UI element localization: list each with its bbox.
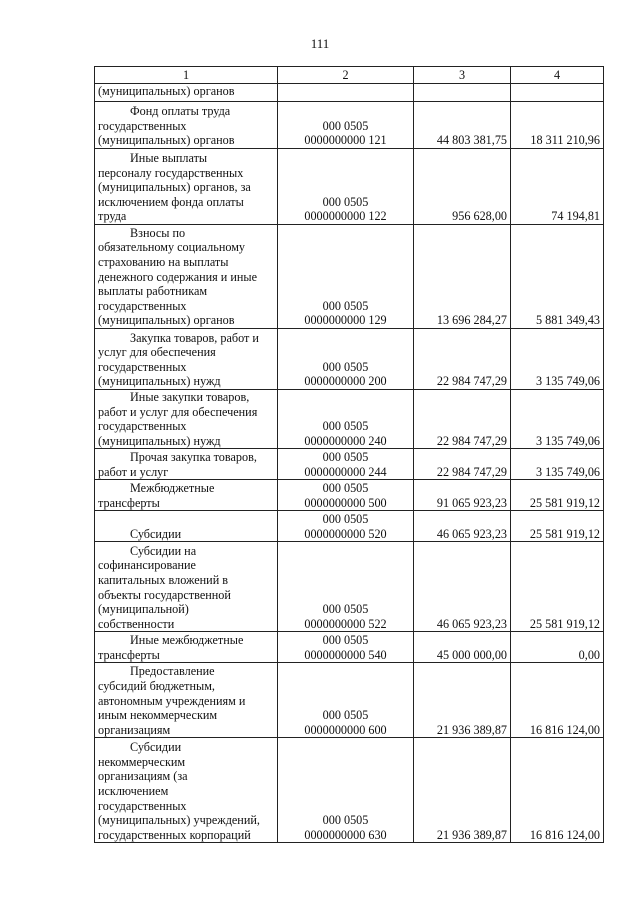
row-code-line: 000 0505	[322, 359, 369, 374]
table-row	[95, 542, 604, 632]
column-header: 1	[95, 67, 278, 84]
row-code-line: 0000000000 540	[304, 647, 387, 662]
row-name-line: (муниципальных) органов	[98, 133, 235, 148]
row-name-line: государственных	[98, 298, 187, 313]
row-name-line: государственных	[98, 118, 187, 133]
row-name-line: денежного содержания и иные	[98, 269, 258, 284]
row-name-line: трансферты	[98, 495, 160, 510]
row-value-col4: 25 581 919,12	[511, 542, 604, 632]
row-code-cell	[278, 102, 414, 149]
row-value-col4: 0,00	[511, 632, 604, 663]
row-code-line: 000 0505	[322, 512, 369, 527]
row-value-col3: 45 000 000,00	[414, 632, 511, 663]
row-name-cell	[95, 329, 278, 390]
row-name-line: Иные закупки товаров,	[130, 390, 250, 404]
row-name-line: работ и услуг для обеспечения	[98, 404, 258, 419]
table-row	[95, 511, 604, 542]
row-code-line: 0000000000 200	[304, 374, 387, 389]
row-name-line: Предоставление	[130, 664, 215, 679]
row-value-col4: 16 816 124,00	[511, 663, 604, 738]
row-code-line: 000 0505	[322, 633, 369, 648]
row-name-line: государственных корпораций	[98, 827, 251, 842]
row-code-cell	[278, 480, 414, 511]
row-code-cell	[278, 542, 414, 632]
table-row	[95, 329, 604, 390]
table-row	[95, 84, 604, 102]
row-value-col4: 74 194,81	[511, 149, 604, 225]
row-value-col4	[511, 84, 604, 102]
table-header-row	[95, 67, 604, 84]
row-name-cell	[95, 663, 278, 738]
row-name-line: субсидий бюджетным,	[98, 679, 215, 693]
row-code-cell	[278, 663, 414, 738]
table-row	[95, 102, 604, 149]
row-name-line: (муниципальных) учреждений,	[98, 813, 260, 828]
column-header: 3	[414, 67, 511, 84]
row-name-line: государственных	[98, 419, 187, 434]
row-value-col3: 91 065 923,23	[414, 480, 511, 511]
column-header: 2	[278, 67, 414, 84]
row-code-cell	[278, 632, 414, 663]
row-code-line: 0000000000 122	[304, 209, 387, 224]
row-name-line: услуг для обеспечения	[98, 345, 216, 360]
row-code-cell	[278, 329, 414, 390]
row-name-cell	[95, 632, 278, 663]
row-value-col3	[414, 84, 511, 102]
table-row	[95, 480, 604, 511]
column-header: 4	[511, 67, 604, 84]
row-name-line: софинансирование	[98, 558, 196, 573]
row-value-col4: 3 135 749,06	[511, 449, 604, 480]
row-value-col3: 956 628,00	[414, 149, 511, 225]
row-code-cell	[278, 390, 414, 449]
row-name-line: работ и услуг	[98, 464, 169, 479]
row-code-line: 000 0505	[322, 118, 369, 133]
row-value-col4: 25 581 919,12	[511, 480, 604, 511]
row-name-line: государственных	[98, 359, 187, 374]
row-name-line: (муниципальных) нужд	[98, 374, 221, 389]
row-name-cell	[95, 225, 278, 329]
row-name-cell	[95, 511, 278, 542]
row-name-line: автономным учреждениям и	[98, 693, 246, 708]
row-value-col3: 44 803 381,75	[414, 102, 511, 149]
row-value-col3: 21 936 389,87	[414, 738, 511, 843]
row-name-line: (муниципальных) органов	[98, 313, 235, 328]
row-value-col3: 22 984 747,29	[414, 449, 511, 480]
row-code-line: 000 0505	[322, 419, 369, 434]
row-code-line: 000 0505	[322, 481, 369, 496]
row-code-cell	[278, 511, 414, 542]
row-value-col3: 46 065 923,23	[414, 542, 511, 632]
table-row	[95, 663, 604, 738]
row-name-line: трансферты	[98, 647, 160, 662]
budget-table	[94, 66, 604, 843]
row-name-line: Взносы по	[130, 225, 186, 240]
row-name-line: Иные межбюджетные	[130, 633, 244, 648]
row-name-line: Прочая закупка товаров,	[130, 450, 257, 465]
row-code-line: 0000000000 500	[304, 495, 387, 510]
table-row	[95, 149, 604, 225]
row-name-line: организациям (за	[98, 769, 188, 784]
page-number: 111	[310, 36, 330, 51]
row-name-line: исключением	[98, 784, 169, 798]
row-value-col3: 13 696 284,27	[414, 225, 511, 329]
row-code-line: 0000000000 121	[304, 133, 387, 148]
row-name-cell	[95, 390, 278, 449]
row-code-cell	[278, 84, 414, 102]
row-code-line: 0000000000 630	[304, 827, 387, 842]
row-name-line: (муниципальных) нужд	[98, 433, 221, 448]
row-name-line: некоммерческим	[98, 754, 186, 769]
row-value-col4: 16 816 124,00	[511, 738, 604, 843]
row-value-col4: 3 135 749,06	[511, 390, 604, 449]
row-name-cell	[95, 480, 278, 511]
row-name-line: персоналу государственных	[98, 165, 244, 180]
row-code-line: 0000000000 240	[304, 433, 387, 448]
row-code-line: 000 0505	[322, 194, 369, 209]
table-body	[95, 84, 604, 843]
row-name-line: Субсидии	[130, 526, 182, 541]
row-code-line: 0000000000 600	[304, 722, 387, 737]
row-code-line: 000 0505	[322, 298, 369, 313]
table-row	[95, 225, 604, 329]
row-name-line: Субсидии на	[130, 543, 197, 558]
row-name-line: организациям	[98, 722, 171, 737]
table-row	[95, 738, 604, 843]
row-code-line: 000 0505	[322, 813, 369, 828]
row-value-col4: 3 135 749,06	[511, 329, 604, 390]
row-name-line: капитальных вложений в	[98, 573, 229, 587]
row-name-line: собственности	[98, 616, 175, 631]
row-name-line: Закупка товаров, работ и	[130, 330, 259, 345]
row-value-col4: 5 881 349,43	[511, 225, 604, 329]
row-code-line: 000 0505	[322, 602, 369, 617]
row-name-line: иным некоммерческим	[98, 708, 218, 723]
row-code-line: 0000000000 244	[304, 464, 387, 479]
row-name-line: исключением фонда оплаты	[98, 194, 244, 209]
row-name-cell	[95, 102, 278, 149]
table-row	[95, 390, 604, 449]
row-code-line: 0000000000 522	[304, 616, 387, 631]
row-name-line: Межбюджетные	[130, 481, 215, 496]
row-code-line: 000 0505	[322, 450, 369, 465]
row-code-cell	[278, 225, 414, 329]
row-name-line: Субсидии	[130, 740, 182, 755]
table-row	[95, 449, 604, 480]
row-value-col4: 18 311 210,96	[511, 102, 604, 149]
row-name-cell	[95, 738, 278, 843]
row-value-col3: 46 065 923,23	[414, 511, 511, 542]
row-name-cell	[95, 84, 278, 102]
row-name-line: выплаты работникам	[98, 284, 208, 299]
row-code-cell	[278, 149, 414, 225]
row-name-line: Фонд оплаты труда	[130, 104, 231, 119]
row-value-col3: 22 984 747,29	[414, 329, 511, 390]
row-code-line: 0000000000 129	[304, 313, 387, 328]
row-code-line: 0000000000 520	[304, 526, 387, 541]
row-name-line: страхованию на выплаты	[98, 255, 229, 270]
row-value-col3: 22 984 747,29	[414, 390, 511, 449]
row-value-col4: 25 581 919,12	[511, 511, 604, 542]
table-row	[95, 632, 604, 663]
row-name-line: государственных	[98, 798, 187, 813]
row-code-line: 000 0505	[322, 708, 369, 723]
row-name-line: (муниципальных) органов, за	[98, 180, 251, 195]
row-name-line: объекты государственной	[98, 587, 231, 602]
row-name-cell	[95, 449, 278, 480]
row-name-line: Иные выплаты	[130, 151, 208, 166]
row-name-line: обязательному социальному	[98, 240, 246, 255]
row-name-cell	[95, 542, 278, 632]
row-name-cell	[95, 149, 278, 225]
row-name-line: (муниципальных) органов	[98, 84, 235, 98]
row-name-line: труда	[98, 209, 127, 224]
row-name-line: (муниципальной)	[98, 602, 189, 617]
row-code-cell	[278, 449, 414, 480]
row-code-cell	[278, 738, 414, 843]
row-value-col3: 21 936 389,87	[414, 663, 511, 738]
